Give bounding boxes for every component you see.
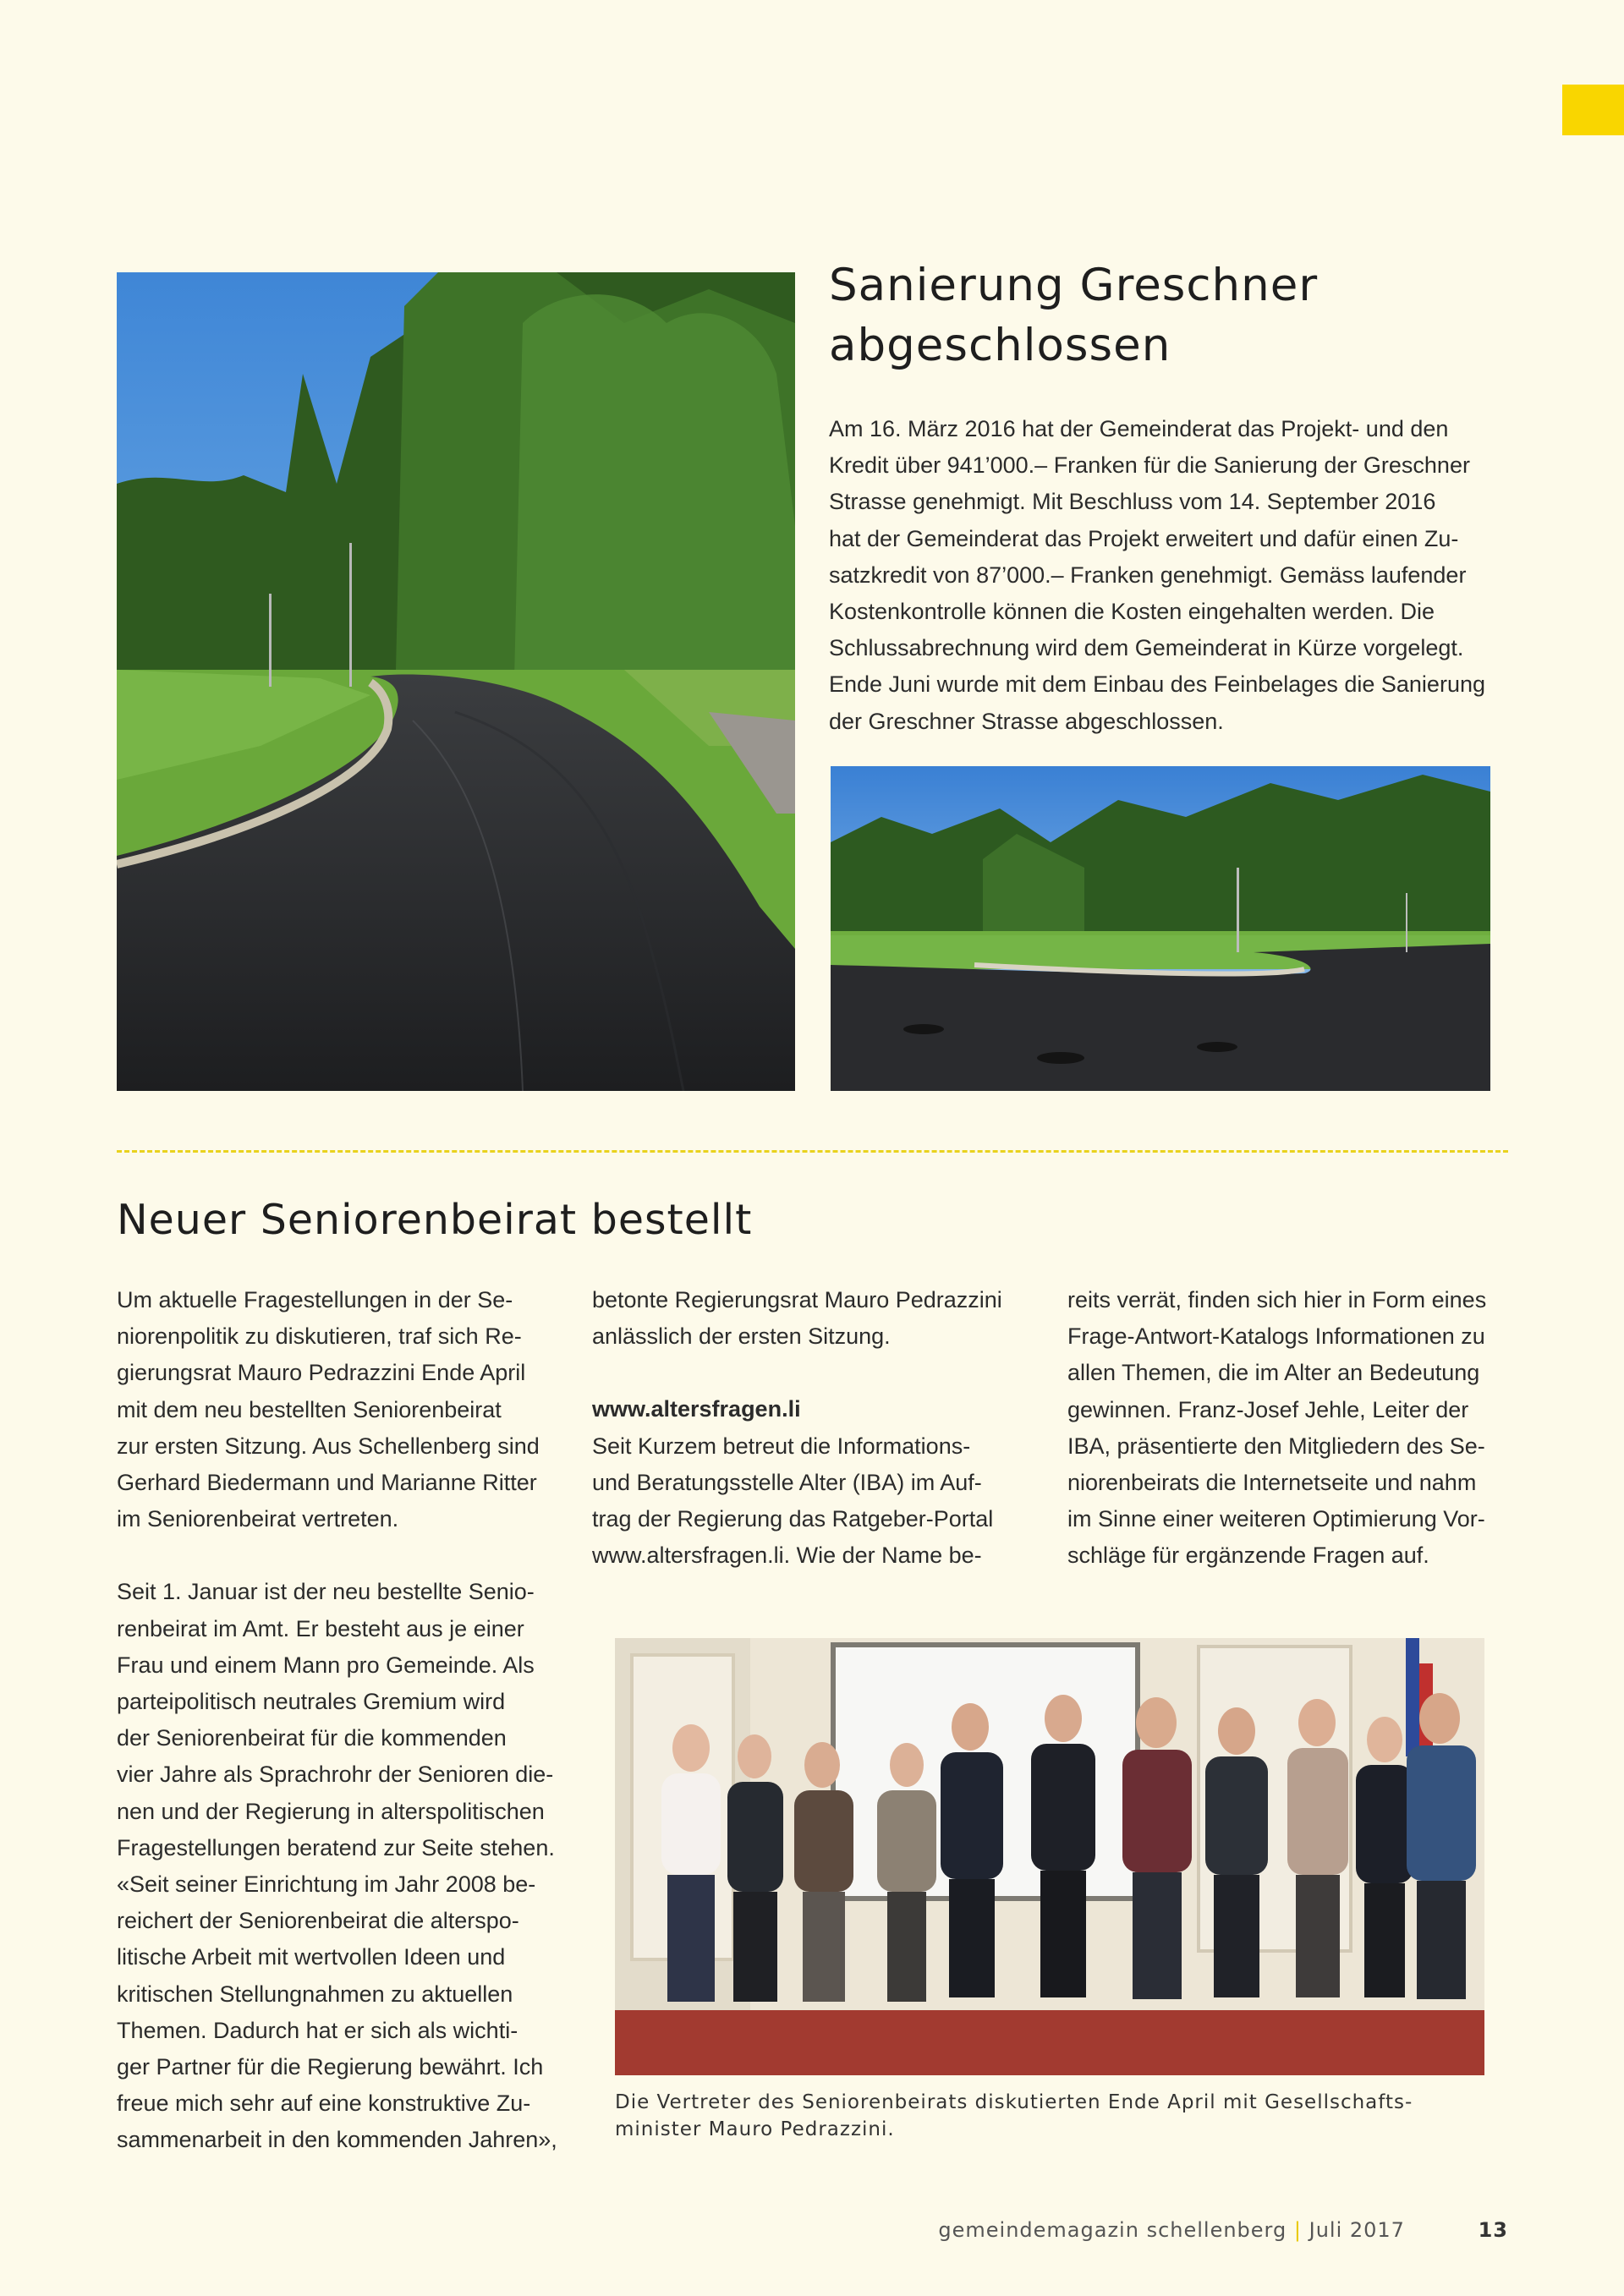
text-line: Frage-Antwort-Katalogs Informationen zu — [1067, 1323, 1485, 1350]
text-line: hat der Gemeinderat das Projekt erweitert und dafür einen Zu- — [829, 525, 1459, 551]
article2-column-2 — [592, 1282, 1034, 1574]
caption-line: minister Mauro Pedrazzini. — [615, 2118, 895, 2140]
text-line: gierungsrat Mauro Pedrazzini Ende April — [117, 1360, 526, 1386]
text-line: freue mich sehr auf eine konstruktive Zu- — [117, 2091, 531, 2117]
text-line: nen und der Regierung in alterspolitischen — [117, 1798, 545, 1824]
text-line: schläge für ergänzende Fragen auf. — [1067, 1543, 1429, 1569]
text-line: Um aktuelle Fragestellungen in der Se- — [117, 1287, 513, 1312]
section-color-tab — [1562, 85, 1624, 135]
article1-title-line: abgeschlossen — [829, 320, 1171, 371]
text-line: reichert der Seniorenbeirat die alterspo- — [117, 1908, 519, 1934]
text-line: renbeirat im Amt. Er besteht aus je einer — [117, 1615, 524, 1641]
page-number: 13 — [1478, 2218, 1508, 2242]
text-line: Seit 1. Januar ist der neu bestellte Senio- — [117, 1579, 535, 1605]
text-line: zur ersten Sitzung. Aus Schellenberg sind — [117, 1433, 540, 1459]
text-line: litische Arbeit mit wertvollen Ideen und — [117, 1944, 506, 1970]
text-line: Strasse genehmigt. Mit Beschluss vom 14. September 2016 — [829, 489, 1436, 515]
article2-column-1 — [117, 1282, 560, 2159]
article2-column-3 — [1067, 1282, 1516, 1575]
text-line: niorenbeirats die Internetseite und nahm — [1067, 1470, 1477, 1496]
text-line: kritischen Stellungnahmen zu aktuellen — [117, 1981, 513, 2007]
text-line: www.altersfragen.li. Wie der Name be- — [592, 1543, 982, 1569]
text-line: trag der Regierung das Ratgeber-Portal — [592, 1506, 994, 1532]
text-line: im Seniorenbeirat vertreten. — [117, 1506, 399, 1532]
photo-caption — [615, 2089, 1444, 2143]
article1-body — [829, 411, 1508, 740]
text-line: IBA, präsentierte den Mitgliedern des Se- — [1067, 1433, 1485, 1459]
text-line: gewinnen. Franz-Josef Jehle, Leiter der — [1067, 1396, 1469, 1422]
text-line: Frau und einem Mann pro Gemeinde. Als — [117, 1652, 535, 1678]
text-line: reits verrät, finden sich hier in Form eines — [1067, 1287, 1487, 1312]
text-line: Seit Kurzem betreut die Informations- — [592, 1433, 971, 1459]
text-line: Kredit über 941’000.– Franken für die Sanierung der Greschner — [829, 452, 1470, 479]
text-line: Gerhard Biedermann und Marianne Ritter — [117, 1470, 537, 1496]
text-line: der Greschner Strasse abgeschlossen. — [829, 708, 1224, 734]
text-line: betonte Regierungsrat Mauro Pedrazzini — [592, 1287, 1002, 1312]
text-line: Themen. Dadurch hat er sich als wichti- — [117, 2017, 518, 2043]
section-divider — [117, 1150, 1508, 1153]
footer-separator: | — [1293, 2218, 1302, 2242]
text-line: und Beratungsstelle Alter (IBA) im Auf- — [592, 1469, 982, 1495]
article1-title-line: Sanierung Greschner — [829, 260, 1319, 311]
text-line: satzkredit von 87’000.– Franken genehmigt. Gemäss laufender — [829, 562, 1467, 588]
text-line: der Seniorenbeirat für die kommenden — [117, 1725, 507, 1751]
text-line: im Sinne einer weiteren Optimierung Vor- — [1067, 1506, 1485, 1532]
magazine-name: gemeindemagazin schellenberg — [938, 2218, 1287, 2242]
text-line: «Seit seiner Einrichtung im Jahr 2008 be- — [117, 1871, 536, 1898]
group-photo — [615, 1638, 1484, 2075]
issue-date: Juli 2017 — [1309, 2218, 1405, 2242]
page-footer — [938, 2218, 1508, 2242]
text-line: niorenpolitik zu diskutieren, traf sich Re- — [117, 1323, 522, 1350]
text-line: Schlussabrechnung wird dem Gemeinderat in Kürze vorgelegt. — [829, 635, 1464, 661]
text-line: Fragestellungen beratend zur Seite stehen. — [117, 1834, 555, 1860]
text-line: mit dem neu bestellten Seniorenbeirat — [117, 1396, 502, 1422]
link-heading[interactable]: www.altersfragen.li — [592, 1396, 801, 1422]
text-line: sammenarbeit in den kommenden Jahren», — [117, 2127, 557, 2153]
road-photo-large — [117, 272, 795, 1091]
text-line: anlässlich der ersten Sitzung. — [592, 1323, 891, 1350]
text-line: vier Jahre als Sprachrohr der Senioren die- — [117, 1762, 554, 1788]
text-line: Am 16. März 2016 hat der Gemeinderat das Projekt- und den — [829, 416, 1449, 441]
article1-title — [829, 255, 1318, 375]
road-photo-small — [831, 766, 1490, 1091]
article2-title: Neuer Seniorenbeirat bestellt — [117, 1196, 753, 1244]
text-line: parteipolitisch neutrales Gremium wird — [117, 1689, 506, 1715]
text-line: Kostenkontrolle können die Kosten eingehalten werden. Die — [829, 599, 1435, 625]
text-line: allen Themen, die im Alter an Bedeutung — [1067, 1360, 1480, 1386]
caption-line: Die Vertreter des Seniorenbeirats diskutierten Ende April mit Gesellschafts- — [615, 2091, 1413, 2113]
text-line: Ende Juni wurde mit dem Einbau des Feinbelages die Sanierung — [829, 671, 1485, 698]
text-line: ger Partner für die Regierung bewährt. Ich — [117, 2054, 544, 2080]
